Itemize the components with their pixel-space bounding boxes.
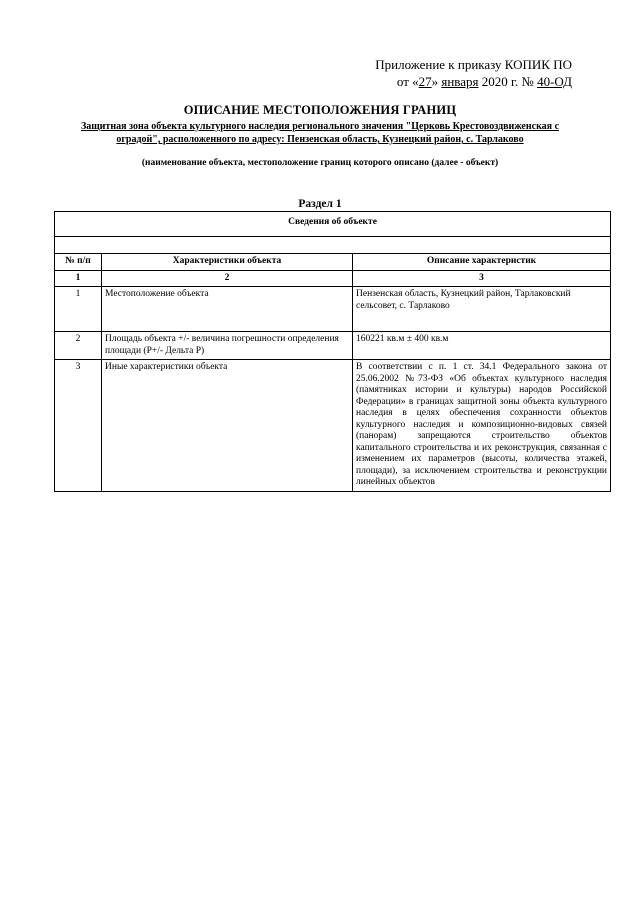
appendix-year: 2020 г. № [478, 74, 538, 89]
row-characteristic: Местоположение объекта [102, 287, 353, 332]
table-caption: Сведения об объекте [55, 212, 611, 237]
row-description: 160221 кв.м ± 400 кв.м [353, 332, 611, 360]
row-number: 3 [55, 360, 102, 492]
appendix-number: 40-ОД [537, 74, 572, 89]
col-number-1: 1 [55, 270, 102, 287]
table-row [55, 287, 611, 332]
table-row [55, 360, 611, 492]
col-header-description: Описание характеристик [353, 254, 611, 271]
appendix-note [272, 56, 572, 90]
appendix-date-prefix: от « [396, 74, 419, 89]
table-spacer-row [55, 237, 611, 254]
appendix-quote-close: » [431, 74, 442, 89]
table-spacer [55, 237, 611, 254]
appendix-day: 27 [418, 74, 432, 89]
row-number: 2 [55, 332, 102, 360]
col-header-num: № п/п [55, 254, 102, 271]
row-characteristic: Иные характеристики объекта [102, 360, 353, 492]
table-row [55, 332, 611, 360]
appendix-line1: Приложение к приказу КОПИК ПО [375, 57, 572, 72]
appendix-line2 [272, 73, 572, 90]
col-number-3: 3 [353, 270, 611, 287]
document-title: ОПИСАНИЕ МЕСТОПОЛОЖЕНИЯ ГРАНИЦ [183, 103, 457, 117]
section-title: Раздел 1 [298, 198, 342, 210]
row-description: В соответствии с п. 1 ст. 34.1 Федерального закона от 25.06.2002 №73-ФЗ «Об объектах культурного наследия (памятниках истории и культуры) народов Российской Федерации» в границах защитной зоны объекта культурного наследия в целях обеспечения сохранности объектов культурного наследия и композиционно-видовых связей (панорам) запрещаются строительство объектов капитального строительства и их реконструкция, связанная с изменением их параметров (высоты, количества этажей, площади), за исключением строительства и реконструкции линейных объектов [353, 360, 611, 492]
col-header-characteristic: Характеристики объекта [102, 254, 353, 271]
table-header-row [55, 254, 611, 271]
table-colnum-row [55, 270, 611, 287]
row-description: Пензенская область, Кузнецкий район, Тарлаковский сельсовет, с. Тарлаково [353, 287, 611, 332]
row-characteristic: Площадь объекта +/- величина погрешности определения площади (Р+/- Дельта Р) [102, 332, 353, 360]
table-caption-row [55, 212, 611, 237]
col-number-2: 2 [102, 270, 353, 287]
row-number: 1 [55, 287, 102, 332]
appendix-month: января [441, 74, 479, 89]
object-info-table [54, 211, 611, 492]
object-name-hint: (наименование объекта, местоположение границ которого описано (далее - объект) [141, 158, 499, 168]
object-name: Защитная зона объекта культурного наследия регионального значения "Церковь Крестовоздвиженская с оградой", расположенного по адресу: Пензенская область, Кузнецкий район, с. Тарлаково [80, 121, 560, 145]
